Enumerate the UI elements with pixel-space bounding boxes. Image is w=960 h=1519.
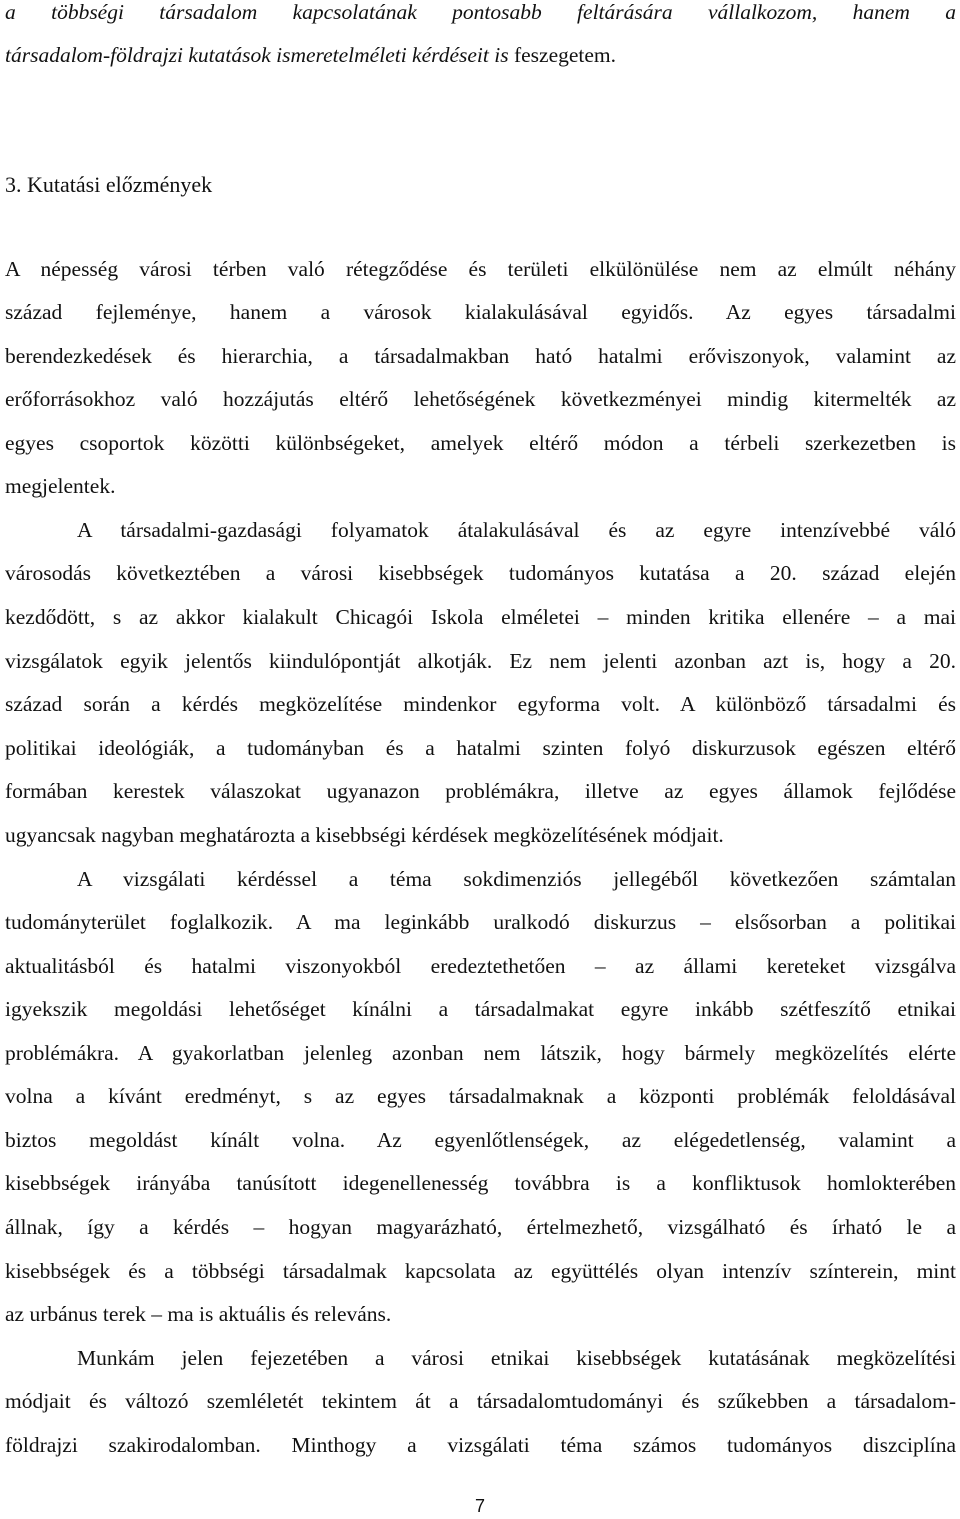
intro-line-2-normal: feszegetem. bbox=[508, 43, 617, 67]
intro-line-1: a többségi társadalom kapcsolatának pontosabb feltárására vállalkozom, hanem a bbox=[5, 0, 956, 24]
paragraph-3-line: kisebbségek és a többségi társadalmak kapcsolata az együttélés olyan intenzív színterein, mint bbox=[5, 1259, 956, 1283]
paragraph-3-line: kisebbségek irányába tanúsított idegenellenesség továbbra is a konfliktusok homlokterében bbox=[5, 1171, 956, 1195]
paragraph-1-line: erőforrásokhoz való hozzájutás eltérő lehetőségének következményei mindig kitermelték az bbox=[5, 387, 956, 411]
paragraph-3-line: volna a kívánt eredményt, s az egyes társadalmaknak a központi problémák feloldásával bbox=[5, 1084, 956, 1108]
paragraph-2-line: politikai ideológiák, a tudományban és a hatalmi szinten folyó diskurzusok egészen eltérő bbox=[5, 736, 956, 760]
paragraph-3-line: aktualitásból és hatalmi viszonyokból eredeztethetően – az állami kereteket vizsgálva bbox=[5, 954, 956, 978]
paragraph-2-line: század során a kérdés megközelítése mindenkor egyforma volt. A különböző társadalmi és bbox=[5, 692, 956, 716]
page-number: 7 bbox=[474, 1496, 485, 1516]
intro-line-2-italic: társadalom-földrajzi kutatások ismeretelméleti kérdéseit is bbox=[5, 43, 509, 67]
paragraph-4-line: földrajzi szakirodalomban. Minthogy a vizsgálati téma számos tudományos diszciplína bbox=[5, 1433, 956, 1457]
paragraph-1-line: A népesség városi térben való rétegződése és területi elkülönülése nem az elmúlt néhány bbox=[5, 257, 956, 281]
paragraph-3-line: állnak, így a kérdés – hogyan magyarázható, értelmezhető, vizsgálható és írható le a bbox=[5, 1215, 956, 1239]
paragraph-4-line: Munkám jelen fejezetében a városi etnikai kisebbségek kutatásának megközelítési bbox=[77, 1346, 956, 1370]
paragraph-2-line: A társadalmi-gazdasági folyamatok átalakulásával és az egyre intenzívebbé váló bbox=[77, 518, 956, 542]
section-heading: 3. Kutatási előzmények bbox=[5, 172, 213, 197]
paragraph-3-line: az urbánus terek – ma is aktuális és releváns. bbox=[5, 1302, 392, 1326]
paragraph-1-line: megjelentek. bbox=[5, 474, 116, 498]
paragraph-2-line: vizsgálatok egyik jelentős kiindulópontját alkotják. Ez nem jelenti azonban azt is, hogy a 20. bbox=[5, 649, 956, 673]
paragraph-3-line: tudományterület foglalkozik. A ma leginkább uralkodó diskurzus – elsősorban a politikai bbox=[5, 910, 956, 934]
paragraph-4-line: módjait és változó szemléletét tekintem át a társadalomtudományi és szűkebben a társadalom- bbox=[5, 1389, 956, 1413]
paragraph-2-line: kezdődött, s az akkor kialakult Chicagói Iskola elméletei – minden kritika ellenére – a mai bbox=[5, 605, 956, 629]
paragraph-3-line: igyekszik megoldási lehetőséget kínálni a társadalmakat egyre inkább szétfeszítő etnikai bbox=[5, 997, 956, 1021]
paragraph-2-line: formában kerestek válaszokat ugyanazon problémákra, illetve az egyes államok fejlődése bbox=[5, 779, 956, 803]
paragraph-3-line: biztos megoldást kínált volna. Az egyenlőtlenségek, az elégedetlenség, valamint a bbox=[5, 1128, 956, 1152]
paragraph-2-line: ugyancsak nagyban meghatározta a kisebbségi kérdések megközelítésének módjait. bbox=[5, 823, 724, 847]
paragraph-1-line: század fejleménye, hanem a városok kialakulásával egyidős. Az egyes társadalmi bbox=[5, 300, 956, 324]
intro-line-2 bbox=[5, 40, 956, 70]
paragraph-1-line: egyes csoportok közötti különbségeket, amelyek eltérő módon a térbeli szerkezetben is bbox=[5, 431, 956, 455]
paragraph-3-line: problémákra. A gyakorlatban jelenleg azonban nem látszik, hogy bármely megközelítés elérte bbox=[5, 1041, 956, 1065]
paragraph-3-line: A vizsgálati kérdéssel a téma sokdimenziós jellegéből következően számtalan bbox=[77, 867, 956, 891]
paragraph-2-line: városodás következtében a városi kisebbségek tudományos kutatása a 20. század elején bbox=[5, 561, 956, 585]
paragraph-1-line: berendezkedések és hierarchia, a társadalmakban ható hatalmi erőviszonyok, valamint az bbox=[5, 344, 956, 368]
